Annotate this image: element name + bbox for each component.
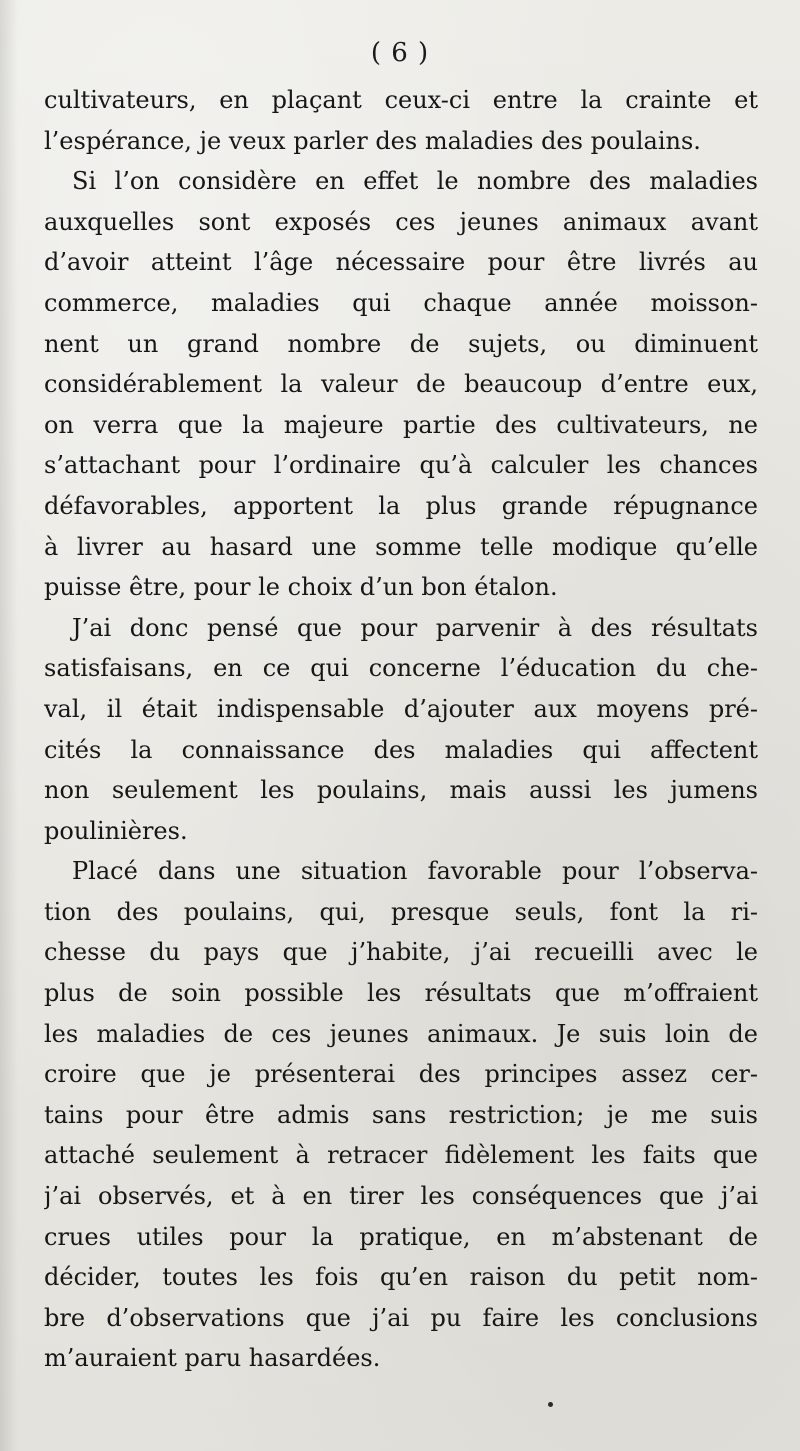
text-line: commerce, maladies qui chaque année moisson-: [44, 288, 758, 317]
text-line: tains pour être admis sans restriction; je me suis: [44, 1100, 758, 1129]
text-line: J’ai donc pensé que pour parvenir à des résultats: [72, 613, 758, 642]
text-line: décider, toutes les fois qu’en raison du petit nom-: [44, 1263, 758, 1292]
text-line: considérablement la valeur de beaucoup d’entre eux,: [44, 370, 758, 399]
text-line: nent un grand nombre de sujets, ou diminuent: [44, 329, 758, 358]
text-line: cités la connaissance des maladies qui affectent: [44, 735, 758, 764]
text-line: tion des poulains, qui, presque seuls, font la ri-: [44, 897, 758, 926]
text-line: satisfaisans, en ce qui concerne l’éducation du che-: [44, 654, 758, 683]
text-line: crues utiles pour la pratique, en m’abstenant de: [44, 1222, 758, 1251]
text-line: bre d’observations que j’ai pu faire les conclusions: [44, 1303, 758, 1332]
text-line: poulinières.: [44, 816, 188, 845]
text-line: chesse du pays que j’habite, j’ai recueilli avec le: [44, 938, 758, 967]
text-line: plus de soin possible les résultats que m’offraient: [44, 979, 758, 1008]
text-line: auxquelles sont exposés ces jeunes animaux avant: [44, 207, 758, 236]
text-line: les maladies de ces jeunes animaux. Je suis loin de: [44, 1019, 758, 1048]
text-line: cultivateurs, en plaçant ceux-ci entre la crainte et: [44, 86, 758, 114]
text-line: défavorables, apportent la plus grande répugnance: [44, 491, 758, 520]
page-gutter-shadow: [0, 0, 18, 1451]
text-line: on verra que la majeure partie des cultivateurs, ne: [44, 410, 758, 439]
text-line: j’ai observés, et à en tirer les conséquences que j’ai: [44, 1182, 758, 1211]
text-line: l’espérance, je veux parler des maladies des poulains.: [44, 126, 701, 155]
text-line: non seulement les poulains, mais aussi les jumens: [44, 776, 758, 805]
body-text: [44, 80, 758, 1379]
text-line: Placé dans une situation favorable pour l’observa-: [72, 857, 758, 886]
text-line: Si l’on considère en effet le nombre des maladies: [72, 167, 758, 196]
page-number: ( 6 ): [370, 38, 430, 68]
text-line: à livrer au hasard une somme telle modique qu’elle: [44, 532, 758, 561]
ink-speck: [548, 1402, 553, 1407]
text-line: s’attachant pour l’ordinaire qu’à calculer les chances: [44, 451, 758, 480]
text-line: val, il était indispensable d’ajouter aux moyens pré-: [44, 694, 758, 723]
text-line: attaché seulement à retracer fidèlement les faits que: [44, 1141, 758, 1170]
text-line: puisse être, pour le choix d’un bon étalon.: [44, 573, 558, 602]
text-line: d’avoir atteint l’âge nécessaire pour être livrés au: [44, 248, 758, 277]
text-line: m’auraient paru hasardées.: [44, 1344, 381, 1373]
text-line: croire que je présenterai des principes assez cer-: [44, 1060, 758, 1089]
